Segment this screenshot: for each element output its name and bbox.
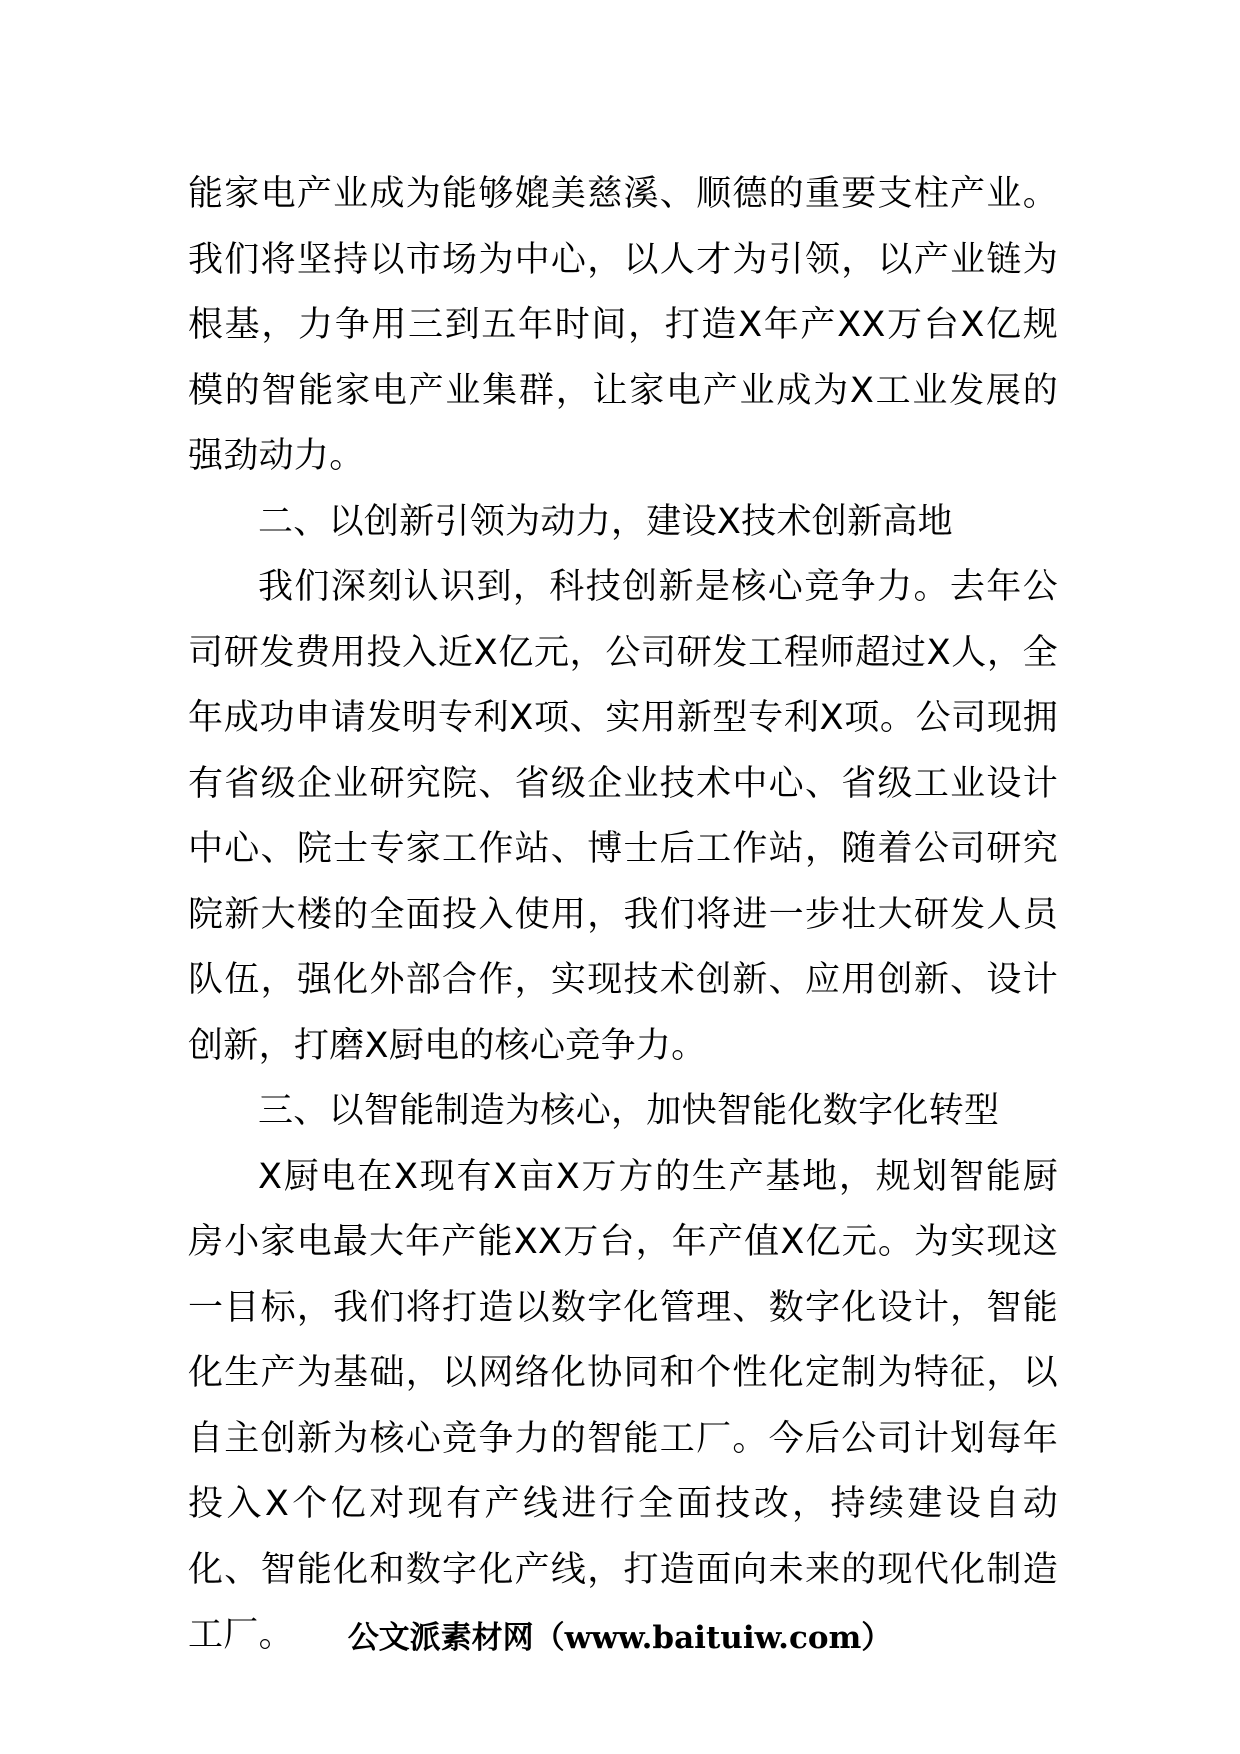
document-body [188,162,1058,1669]
body-paragraph: X厨电在X现有X亩X万方的生产基地，规划智能厨房小家电最大年产能XX万台，年产值X亿元。为实现这一目标，我们将打造以数字化管理、数字化设计，智能化生产为基础，以网络化协同和个性化定制为特征，以自主创新为核心竞争力的智能工厂。今后公司计划每年投入X个亿对现有产线进行全面技改，持续建设自动化、智能化和数字化产线，打造面向未来的现代化制造工厂。 [188,1156,1058,1655]
section-heading: 三、以智能制造为核心，加快智能化数字化转型 [258,1091,1000,1131]
section-heading: 二、以创新引领为动力，建设X技术创新高地 [258,501,953,542]
body-paragraph: 我们深刻认识到，科技创新是核心竞争力。去年公司研发费用投入近X亿元，公司研发工程师超过X人，全年成功申请发明专利X项、实用新型专利X项。公司现拥有省级企业研究院、省级企业技术中心、省级工业设计中心、院士专家工作站、博士后工作站，随着公司研究院新大楼的全面投入使用，我们将进一步壮大研发人员队伍，强化外部合作，实现技术创新、应用创新、设计创新，打磨X厨电的核心竞争力。 [188,567,1058,1066]
page-footer: 公文派素材网（www.baituiw.com） [347,1620,893,1656]
body-paragraph: 能家电产业成为能够媲美慈溪、顺德的重要支柱产业。我们将坚持以市场为中心，以人才为引领，以产业链为根基，力争用三到五年时间，打造X年产XX万台X亿规模的智能家电产业集群，让家电产业成为X工业发展的强劲动力。 [188,174,1058,476]
